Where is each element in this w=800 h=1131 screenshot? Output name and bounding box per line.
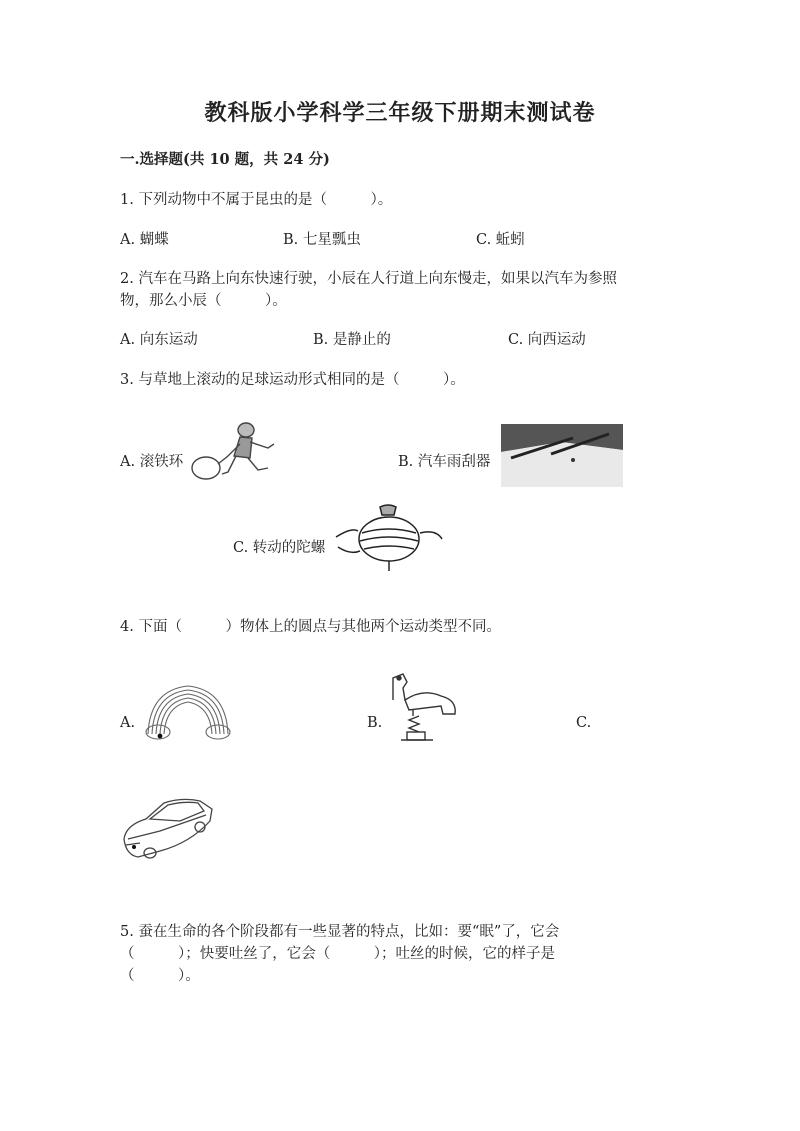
car-wiper-image <box>501 424 623 487</box>
question-2-stem-line-2: 物，那么小辰（ ）。 <box>120 293 287 309</box>
question-4-option-b: B. <box>367 715 383 731</box>
question-1-stem: 1. 下列动物中不属于昆虫的是（ ）。 <box>120 192 393 208</box>
spring-rocking-horse-image <box>383 670 463 746</box>
question-3-option-b: B. 汽车雨刮器 <box>398 454 491 470</box>
question-3-stem: 3. 与草地上滚动的足球运动形式相同的是（ ）。 <box>120 372 465 388</box>
question-1-option-a: A. 蝴蝶 <box>120 232 169 248</box>
boy-rolling-hoop-image <box>188 422 286 484</box>
question-4-option-a: A. <box>120 715 136 731</box>
question-1-option-c: C. 蚯蚓 <box>476 232 525 248</box>
car-image <box>120 795 216 865</box>
question-2-option-b: B. 是静止的 <box>313 332 391 348</box>
question-2-option-c: C. 向西运动 <box>508 332 586 348</box>
question-2-option-a: A. 向东运动 <box>120 332 198 348</box>
section-heading: 一.选择题(共 10 题，共 24 分) <box>120 151 330 168</box>
question-2-stem-line-1: 2. 汽车在马路上向东快速行驶，小辰在人行道上向东慢走，如果以汽车为参照 <box>120 271 617 287</box>
question-3-option-c: C. 转动的陀螺 <box>233 540 326 556</box>
slinky-spring-image <box>140 676 236 742</box>
spinning-top-image <box>332 503 446 573</box>
question-4-stem: 4. 下面（ ）物体上的圆点与其他两个运动类型不同。 <box>120 619 501 635</box>
question-1-option-b: B. 七星瓢虫 <box>283 232 361 248</box>
question-4-option-c: C. <box>576 715 592 731</box>
page-title: 教科版小学科学三年级下册期末测试卷 <box>204 100 596 126</box>
question-5-line-2: （ ）；快要吐丝了，它会（ ）；吐丝的时候，它的样子是 <box>120 946 555 962</box>
question-5-line-3: （ ）。 <box>120 968 200 984</box>
question-5-line-1: 5. 蚕在生命的各个阶段都有一些显著的特点，比如：要“眠”了，它会 <box>120 924 560 940</box>
question-3-option-a: A. 滚铁环 <box>120 454 184 470</box>
